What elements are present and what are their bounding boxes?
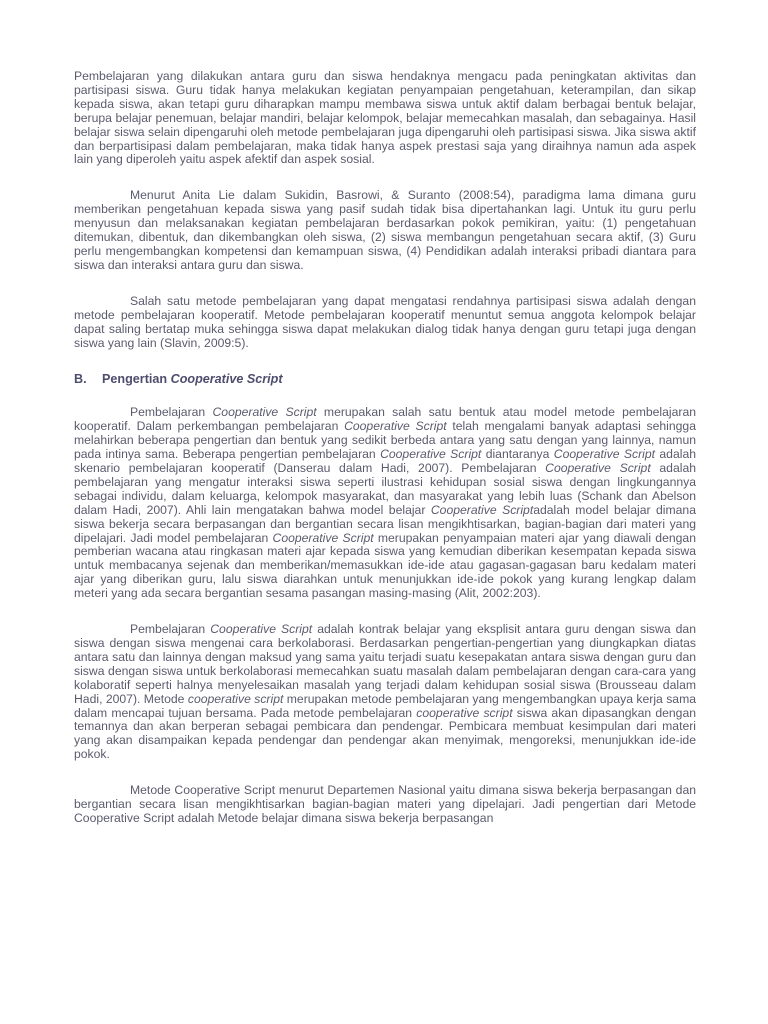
p5-text: siswa akan dipasangkan dengan temannya dan akan berperan sebagai pembicara dan pendengar. Pembicara membuat kesimpulan dari materi yang akan disampaikan kepada pendengar dan pendengar akan menyimak, mengoreksi, menunjukkan ide-ide pokok.	[74, 705, 697, 762]
section-title-text: Pengertian	[102, 372, 171, 387]
paragraph-6: Metode Cooperative Script menurut Departemen Nasional yaitu dimana siswa bekerja berpasangan dan bergantian secara lisan mengikhtisarkan bagian-bagian materi yang dipelajari. Jadi pengertian dari Metode Cooperative Script adalah Metode belajar dimana siswa bekerja berpasangan	[74, 783, 696, 825]
p4-term: Cooperative Script	[545, 461, 651, 476]
p5-term: cooperative script	[416, 705, 513, 720]
p4-text: merupakan salah satu bentuk atau model metode pembelajaran kooperatif. Dalam perkembangan pembelajaran	[74, 405, 696, 434]
p4-term: Cooperative Script	[344, 419, 447, 434]
p4-term: Cooperative Script	[380, 447, 482, 462]
document-page	[74, 70, 696, 826]
paragraph-4	[74, 406, 696, 601]
p4-text: adalah skenario pembelajaran kooperatif (Danserau dalam Hadi, 2007). Pembelajaran	[74, 447, 697, 476]
p4-text: Pembelajaran	[130, 405, 213, 420]
paragraph-5	[74, 623, 696, 762]
p5-text: adalah kontrak belajar yang eksplisit antara guru dengan siswa dan siswa dengan siswa mengenai cara berkolaborasi. Berdasarkan pengertian-pengertian yang diungkapkan diatas antara satu dan lainnya dengan maksud yang sama yaitu terjadi suatu kesepakatan antara siswa dengan guru dan siswa dengan siswa untuk berkolaborasi memecahkan suatu masalah dalam pembelajaran dengan cara-cara yang kolaboratif seperti halnya menyelesaikan masalah yang terjadi dalam kehidupan sosial siswa (Brousseau dalam Hadi, 2007). Metode	[74, 622, 696, 706]
p4-text: merupakan penyampaian materi ajar yang diawali dengan pemberian wacana atau ringkasan materi ajar kepada siswa yang kemudian diberikan kesempatan kepada siswa untuk membacanya sejenak dan memberikan/memasukkan ide-ide atau gagasan-gagasan baru kedalam materi ajar yang diberikan guru, lalu siswa diarahkan untuk menunjukkan ide-ide pokok yang kurang lengkap dalam meteri yang ada secara bergantian sesama pasangan masing-masing (Alit, 2002:203).	[74, 530, 696, 601]
section-number: B.	[74, 372, 87, 387]
p4-term: Cooperative Script	[430, 502, 534, 517]
paragraph-1: Pembelajaran yang dilakukan antara guru dan siswa hendaknya mengacu pada peningkatan aktivitas dan partisipasi siswa. Guru tidak hanya melakukan kegiatan penyampaian pengetahuan, keterampilan, dan sikap kepada siswa, akan tetapi guru diharapkan mampu membawa siswa untuk aktif dalam berbagai bentuk belajar, berupa belajar penemuan, belajar mandiri, belajar kelompok, belajar memecahkan masalah, dan sebagainya. Hasil belajar siswa selain dipengaruhi oleh metode pembelajaran juga dipengaruhi oleh partisipasi siswa. Jika siswa aktif dan berpartisipasi dalam pembelajaran, maka tidak hanya aspek prestasi saja yang diraihnya namun ada aspek lain yang diperoleh yaitu aspek afektif dan aspek sosial.	[74, 69, 696, 167]
p5-text: merupakan metode pembelajaran yang mengembangkan upaya kerja sama dalam mencapai tujuan bersama. Pada metode pembelajaran	[74, 691, 697, 720]
p5-term: cooperative script	[187, 691, 284, 706]
paragraph-2: Menurut Anita Lie dalam Sukidin, Basrowi, & Suranto (2008:54), paradigma lama dimana guru memberikan pengetahuan kepada siswa yang pasif sudah tidak bisa dipertahankan lagi. Untuk itu guru perlu menyusun dan melaksanakan kegiatan pembelajaran berdasarkan pokok pemikiran, yaitu: (1) pengetahuan ditemukan, dibentuk, dan dikembangkan oleh siswa, (2) siswa membangun pengetahuan secara aktif, (3) Guru perlu mengembangkan kompetensi dan kemampuan siswa, (4) Pendidikan adalah interaksi pribadi diantara para siswa dan interaksi antara guru dan siswa.	[74, 188, 696, 272]
section-heading-b	[74, 372, 696, 387]
p5-text: Pembelajaran	[130, 622, 211, 637]
p4-text: adalah pembelajaran yang mengatur interaksi siswa seperti ilustrasi kehidupan sosial siswa dengan lingkungannya sebagai individu, dalam keluarga, kelompok masyarakat, dan masyarakat yang lebih luas (Schank dan Abelson dalam Hadi, 2007). Ahli lain mengatakan bahwa model belajar	[74, 461, 696, 517]
p4-text: telah mengalami banyak adaptasi sehingga melahirkan beberapa pengertian dan bentuk yang sedikit berbeda antara yang satu dengan yang lainnya, namun pada intinya sama. Beberapa pengertian pembelajaran	[74, 419, 696, 462]
p4-text: adalah model belajar dimana siswa bekerja secara berpasangan dan bergantian secara lisan mengikhtisarkan, bagian-bagian dari materi yang dipelajari. Jadi model pembelajaran	[74, 502, 696, 545]
paragraph-3: Salah satu metode pembelajaran yang dapat mengatasi rendahnya partisipasi siswa adalah dengan metode pembelajaran kooperatif. Metode pembelajaran kooperatif menuntut semua anggota kelompok belajar dapat saling bertatap muka sehingga siswa dapat melakukan dialog tidak hanya dengan guru tetapi juga dengan siswa yang lain (Slavin, 2009:5).	[74, 293, 696, 350]
p4-term: Cooperative Script	[272, 530, 374, 545]
p4-term: Cooperative Script	[212, 405, 317, 420]
p4-term: Cooperative Script	[553, 447, 656, 462]
p5-term: Cooperative Script	[210, 622, 313, 637]
p4-text: diantaranya	[481, 447, 554, 462]
section-title-italic: Cooperative Script	[170, 372, 283, 387]
